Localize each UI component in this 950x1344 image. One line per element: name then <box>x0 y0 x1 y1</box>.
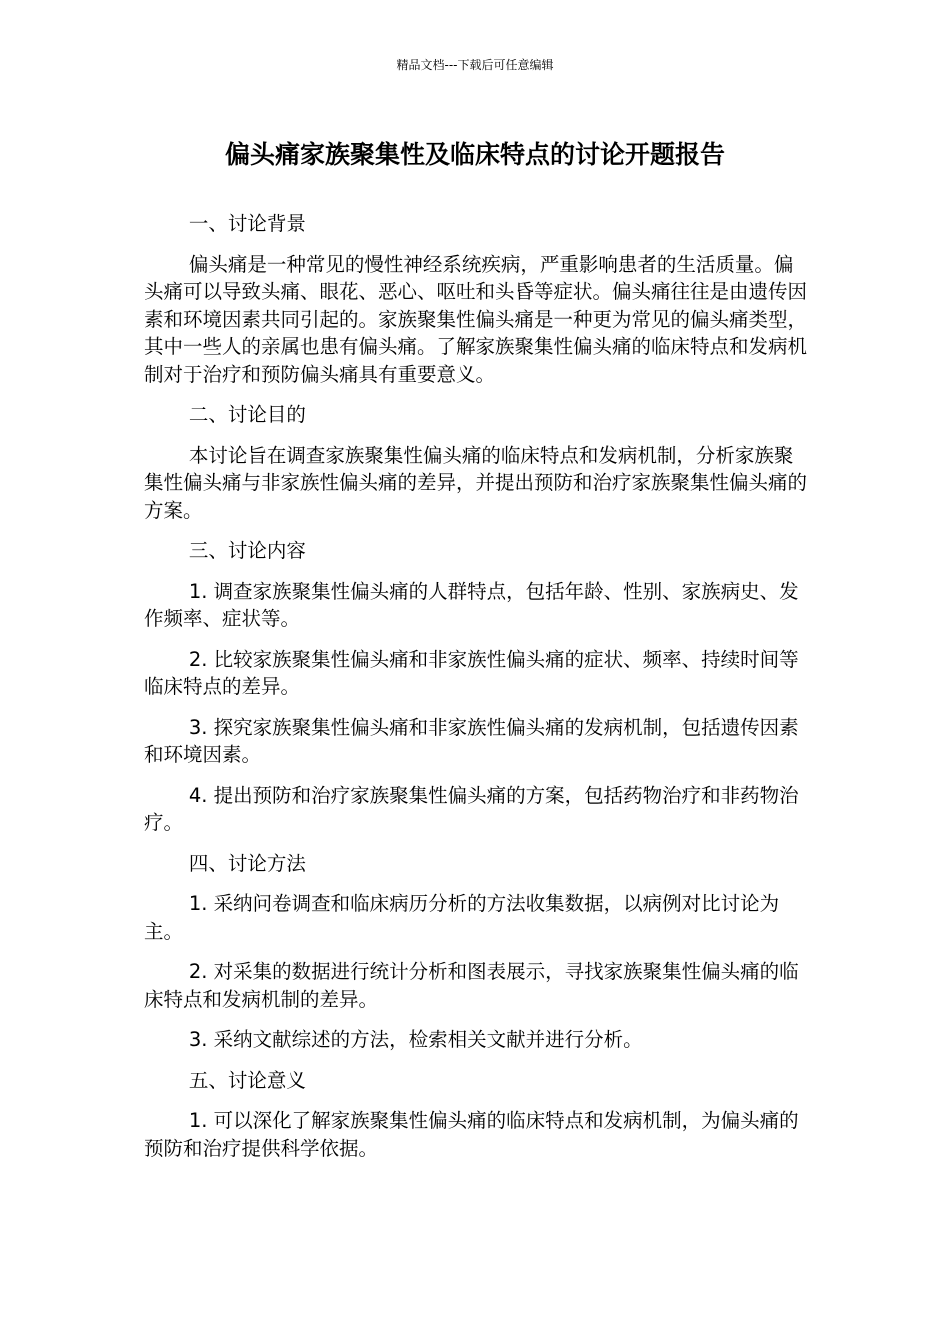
content-item-2: 2. 比较家族聚集性偏头痛和非家族性偏头痛的症状、频率、持续时间等临床特点的差异。 <box>144 647 799 698</box>
significance-item-1: 1. 可以深化了解家族聚集性偏头痛的临床特点和发病机制，为偏头痛的预防和治疗提供科学依据。 <box>144 1109 799 1160</box>
method-item-3: 3. 采纳文献综述的方法，检索相关文献并进行分析。 <box>188 1028 643 1051</box>
paragraph-background: 偏头痛是一种常见的慢性神经系统疾病，严重影响患者的生活质量。偏头痛可以导致头痛、眼花、恶心、呕吐和头昏等症状。偏头痛往往是由遗传因素和环境因素共同引起的。家族聚集性偏头痛是一种更为常见的偏头痛类型，其中一些人的亲属也患有偏头痛。了解家族聚集性偏头痛的临床特点和发病机制对于治疗和预防偏头痛具有重要意义。 <box>144 252 808 386</box>
document-title: 偏头痛家族聚集性及临床特点的讨论开题报告 <box>224 140 725 169</box>
section-heading-background: 一、讨论背景 <box>188 212 306 235</box>
content-item-3: 3. 探究家族聚集性偏头痛和非家族性偏头痛的发病机制，包括遗传因素和环境因素。 <box>144 715 799 766</box>
content-item-1: 1. 调查家族聚集性偏头痛的人群特点，包括年龄、性别、家族病史、发作频率、症状等。 <box>144 579 799 630</box>
page-header: 精品文档---下载后可任意编辑 <box>396 58 554 72</box>
method-item-1: 1. 采纳问卷调查和临床病历分析的方法收集数据，以病例对比讨论为主。 <box>144 892 780 943</box>
section-heading-purpose: 二、讨论目的 <box>188 403 306 426</box>
method-item-2: 2. 对采集的数据进行统计分析和图表展示，寻找家族聚集性偏头痛的临床特点和发病机制的差异。 <box>144 960 799 1011</box>
section-heading-methods: 四、讨论方法 <box>188 851 306 875</box>
document-body <box>144 210 808 1175</box>
paragraph-purpose: 本讨论旨在调查家族聚集性偏头痛的临床特点和发病机制，分析家族聚集性偏头痛与非家族性偏头痛的差异，并提出预防和治疗家族聚集性偏头痛的方案。 <box>144 443 808 522</box>
content-item-4: 4. 提出预防和治疗家族聚集性偏头痛的方案，包括药物治疗和非药物治疗。 <box>144 783 799 834</box>
section-heading-content: 三、讨论内容 <box>188 539 306 562</box>
section-heading-significance: 五、讨论意义 <box>188 1068 306 1092</box>
